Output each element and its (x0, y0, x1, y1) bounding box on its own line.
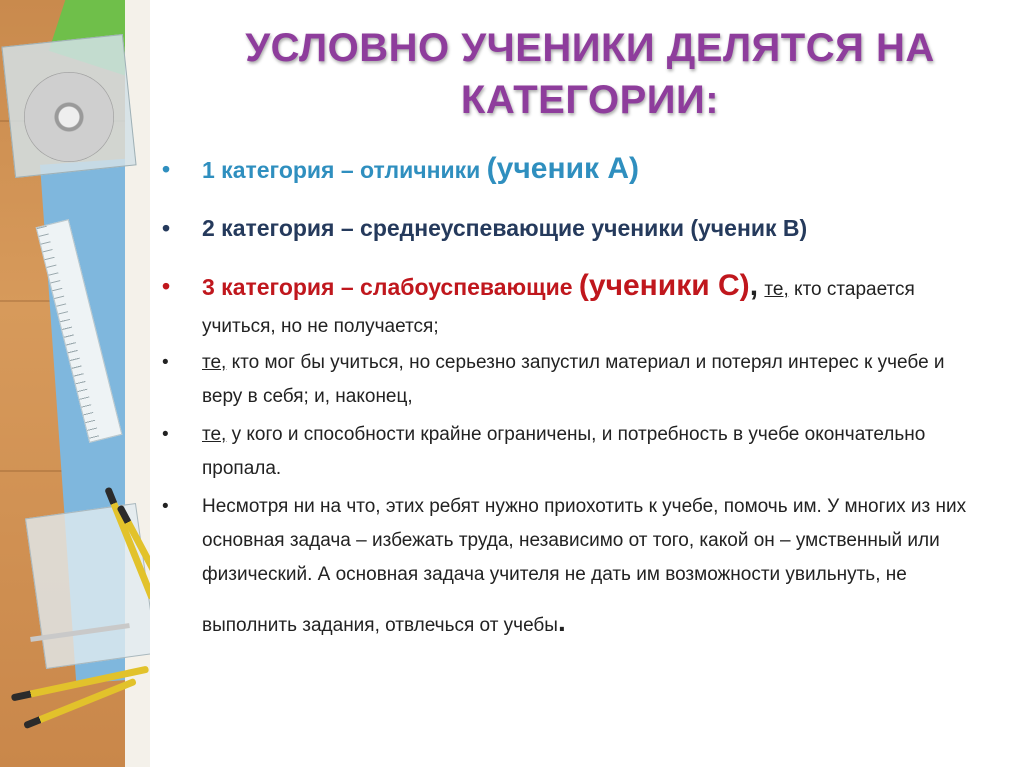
slide-title-line-2: КАТЕГОРИИ: (460, 78, 720, 122)
category-1-text: 1 категория – отличники (202, 157, 487, 183)
te-underlined: те, (764, 279, 789, 300)
desk-background-image (0, 0, 150, 767)
conclusion-last-line (202, 592, 990, 656)
bullet-icon: • (162, 215, 171, 241)
bullet-icon: • (162, 424, 169, 445)
te-item-2 (160, 418, 990, 486)
category-3-item (160, 269, 990, 344)
category-3-text: 3 категория – слабоуспевающие (202, 274, 579, 300)
bullet-icon: • (162, 496, 169, 517)
conclusion-item (160, 490, 990, 656)
conclusion-last-text: выполнить задания, отвлечься от учебы (202, 615, 558, 636)
bullet-icon: • (162, 352, 169, 373)
category-1-item (160, 152, 990, 187)
conclusion-period: . (557, 606, 566, 637)
te-item-2-text: у кого и способности крайне ограничены, и потребность в учебе окончательно пропала. (202, 424, 926, 479)
te-underlined: те, (202, 424, 227, 445)
bullet-icon: • (162, 156, 171, 182)
slide-title (190, 22, 990, 126)
category-2-student-label: (ученик В) (690, 215, 808, 241)
category-3-comma: , (749, 269, 759, 302)
category-3-student-label: (ученики С) (578, 269, 750, 302)
category-2-item (160, 211, 990, 245)
cd-disc-image (24, 72, 114, 162)
te-item-1 (160, 346, 990, 414)
slide-title-line-1: УСЛОВНО УЧЕНИКИ ДЕЛЯТСЯ НА (245, 26, 935, 70)
te-underlined: те, (202, 352, 227, 373)
category-3-description-rest: кто старается учиться, но не получается; (202, 279, 915, 337)
category-1-student-label: (ученик А) (486, 152, 640, 185)
bullet-icon: • (162, 273, 171, 299)
conclusion-text: Несмотря ни на что, этих ребят нужно приохотить к учебе, помочь им. У многих из них основная задача – избежать труда, независимо от того, какой он – умственный или физический. А основная задача учителя не дать им возможности увильнуть, не (202, 496, 967, 585)
category-2-text: 2 категория – среднеуспевающие ученики (202, 215, 691, 241)
bullet-list (160, 142, 990, 656)
te-item-1-text: кто мог бы учиться, но серьезно запустил материал и потерял интерес к учебе и веру в себя; и, наконец, (202, 352, 945, 407)
